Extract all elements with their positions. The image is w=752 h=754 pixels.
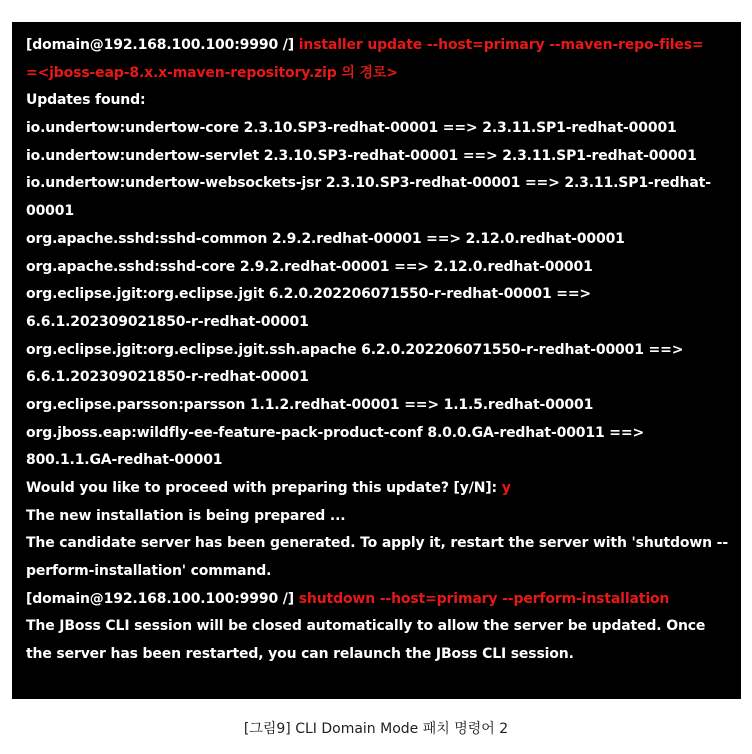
installer-update-command: installer update --host=primary --maven-repo-files= (298, 37, 704, 53)
candidate-message-continued: perform-installation' command. (26, 563, 272, 580)
proceed-question: Would you like to proceed with preparing this update? [y/N]: (26, 480, 497, 496)
update-line: 00001 (26, 203, 74, 220)
update-line: org.eclipse.jgit:org.eclipse.jgit.ssh.apache 6.2.0.202206071550-r-redhat-00001 ==> (26, 341, 684, 358)
figure-caption: [그림9] CLI Domain Mode 패치 명령어 2 (243, 721, 509, 737)
update-line: 6.6.1.202309021850-r-redhat-00001 (26, 313, 309, 330)
update-line: io.undertow:undertow-core 2.3.10.SP3-redhat-00001 ==> 2.3.11.SP1-redhat-00001 (26, 120, 677, 137)
command-line-2 (26, 586, 727, 614)
preparing-message: The new installation is being prepared ... (26, 507, 346, 524)
update-line: org.eclipse.parsson:parsson 1.1.2.redhat-00001 ==> 1.1.5.redhat-00001 (26, 396, 594, 413)
update-line: org.jboss.eap:wildfly-ee-feature-pack-product-conf 8.0.0.GA-redhat-00011 ==> (26, 424, 645, 441)
update-line: io.undertow:undertow-websockets-jsr 2.3.10.SP3-redhat-00001 ==> 2.3.11.SP1-redhat- (26, 175, 711, 192)
shutdown-command: shutdown --host=primary --perform-installation (298, 590, 670, 607)
candidate-message: The candidate server has been generated. To apply it, restart the server with 'shutdown -- (26, 535, 728, 552)
closing-message-continued: the server has been restarted, you can relaunch the JBoss CLI session. (26, 646, 574, 663)
update-line: org.apache.sshd:sshd-common 2.9.2.redhat-00001 ==> 2.12.0.redhat-00001 (26, 230, 625, 247)
installer-update-command-continued: =<jboss-eap-8.x.x-maven-repository.zip 의 경로> (26, 64, 398, 81)
closing-message: The JBoss CLI session will be closed automatically to allow the server be updated. Once (26, 618, 706, 635)
update-line: org.apache.sshd:sshd-core 2.9.2.redhat-00001 ==> 2.12.0.redhat-00001 (26, 258, 593, 275)
terminal-output (12, 22, 741, 699)
proceed-prompt (26, 475, 727, 503)
update-line: org.eclipse.jgit:org.eclipse.jgit 6.2.0.202206071550-r-redhat-00001 ==> (26, 286, 591, 303)
prompt: [domain@192.168.100.100:9990 /] (26, 590, 294, 607)
update-line: io.undertow:undertow-servlet 2.3.10.SP3-redhat-00001 ==> 2.3.11.SP1-redhat-00001 (26, 147, 697, 164)
update-line: 6.6.1.202309021850-r-redhat-00001 (26, 369, 309, 386)
proceed-answer: y (501, 480, 511, 496)
updates-found-heading: Updates found: (26, 92, 146, 109)
update-line: 800.1.1.GA-redhat-00001 (26, 452, 223, 469)
prompt: [domain@192.168.100.100:9990 /] (26, 37, 294, 53)
command-line-1 (26, 32, 727, 60)
